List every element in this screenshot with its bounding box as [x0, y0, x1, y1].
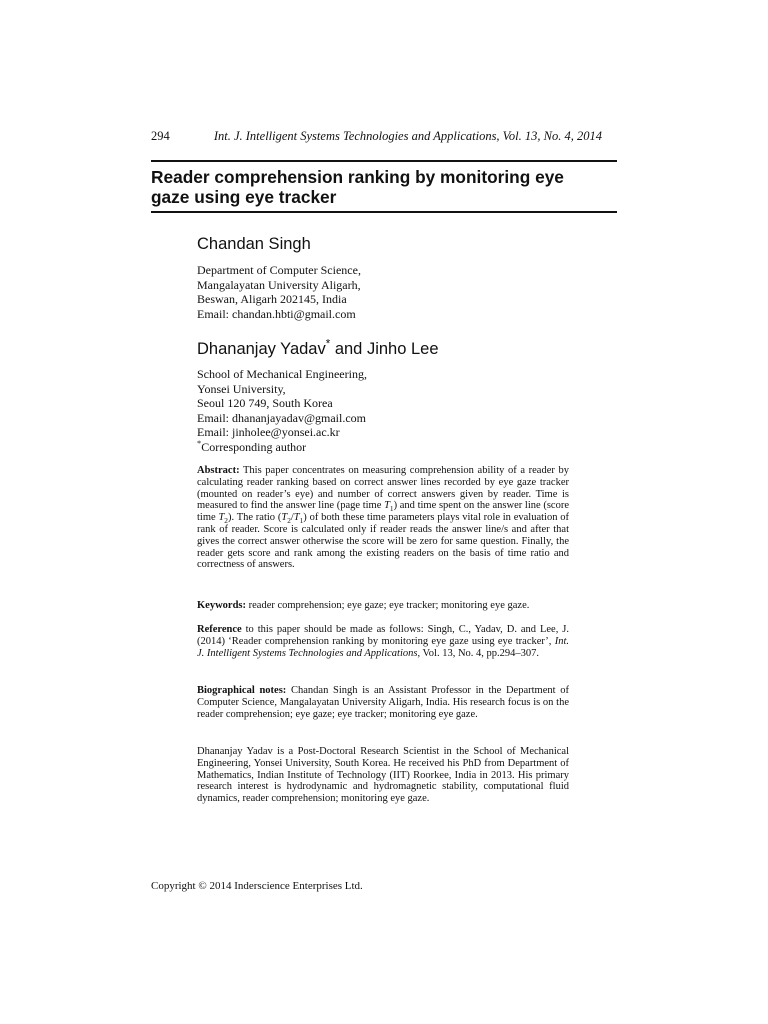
author-3-name: and Jinho Lee — [330, 340, 439, 358]
affiliation-line: Email: dhananjayadav@gmail.com — [197, 410, 366, 425]
biographical-notes — [197, 685, 569, 720]
subscript: 2 — [224, 516, 228, 526]
affiliation-line: Seoul 120 749, South Korea — [197, 396, 333, 410]
abstract-text: ). The ratio ( — [227, 512, 282, 524]
affiliation-line: Email: chandan.hbti@gmail.com — [197, 306, 356, 321]
reference-text: to this paper should be made as follows: Singh, C., Yadav, D. and Lee, J. (2014) ‘Reader comprehension ranking by monitoring eye gaze using eye tracker’, — [197, 624, 569, 647]
copyright: Copyright © 2014 Inderscience Enterprises Ltd. — [151, 880, 363, 892]
symbol-t: T — [384, 500, 390, 512]
reference — [197, 624, 569, 659]
affiliation-line: School of Mechanical Engineering, — [197, 367, 367, 381]
abstract-text: ) of both these time parameters plays vital role in evaluation of rank of reader. Score is calculated only if reader reads the answer line/s and after that gives the correct answer otherwise the score will be zero for same question. Finally, the reader gets score and rank among the existing readers on the basis of time ratio and correctness of answers. — [197, 512, 569, 571]
keywords — [197, 600, 569, 612]
corresponding-note — [197, 440, 367, 455]
author-2-affiliation — [197, 367, 367, 454]
affiliation-line: Mangalayatan University Aligarh, — [197, 277, 361, 292]
top-rule — [151, 160, 617, 162]
affiliation-line: Beswan, Aligarh 202145, India — [197, 292, 347, 306]
affiliation-line: Email: jinholee@yonsei.ac.kr — [197, 425, 340, 439]
biographical-notes-2: Dhananjay Yadav is a Post-Doctoral Research Scientist in the School of Mechanical Engineering, Yonsei University, South Korea. He received his PhD from Department of Mathematics, Indian Institute of Technology (IIT) Roorkee, India in 2013. His primary research interest is hydrodynamic and hydromagnetic stability, computational fluid dynamics, reader comprehension; monitoring eye gaze. — [197, 746, 569, 805]
paper-title — [151, 167, 617, 207]
author-2-names — [197, 340, 439, 359]
title-line-1: Reader comprehension ranking by monitoring eye — [151, 167, 564, 187]
reference-journal: Int. J. Intelligent Systems Technologies and Applications — [197, 635, 569, 659]
bio-text: Chandan Singh is an Assistant Professor in the Department of Computer Science, Mangalayatan University Aligarh, India. His research focus is on the reader comprehension; eye gaze; eye tracker; monitoring eye gaze. — [197, 685, 569, 720]
symbol-t: T — [281, 512, 288, 524]
symbol-t: T — [218, 512, 225, 524]
corresponding-note-text: Corresponding author — [201, 439, 307, 454]
corresponding-star: * — [325, 338, 331, 351]
symbol-t: T — [293, 512, 300, 524]
keywords-text: reader comprehension; eye gaze; eye tracker; monitoring eye gaze. — [246, 600, 530, 611]
subscript: 2 — [287, 516, 291, 526]
abstract — [197, 465, 569, 571]
subscript: 1 — [389, 504, 394, 514]
reference-label: Reference — [197, 624, 242, 635]
title-rule — [151, 211, 617, 213]
affiliation-line: Department of Computer Science, — [197, 263, 361, 277]
author-1-name: Chandan Singh — [197, 235, 311, 253]
journal-citation: Int. J. Intelligent Systems Technologies and Applications, Vol. 13, No. 4, 2014 — [213, 129, 602, 143]
bio-label: Biographical notes: — [197, 685, 287, 696]
reference-text: , Vol. 13, No. 4, pp.294–307. — [417, 647, 540, 659]
title-line-2: gaze using eye tracker — [151, 187, 337, 207]
author-2-name: Dhananjay Yadav — [197, 340, 326, 358]
abstract-label: Abstract: — [197, 465, 240, 476]
abstract-text: / — [290, 512, 294, 524]
author-1-affiliation — [197, 263, 361, 321]
abstract-text: ) and time spent on the answer line (score time — [197, 500, 569, 524]
corresponding-note-star: * — [197, 438, 202, 448]
subscript: 1 — [299, 516, 304, 526]
keywords-label: Keywords: — [197, 600, 246, 611]
abstract-text: This paper concentrates on measuring comprehension ability of a reader by calculating reader ranking based on correct answer lines recorded by eye gaze tracker (mounted on reader’s eye) and number of correct answers given by reader. Time is measured to find the answer line (page time — [197, 465, 569, 512]
running-header — [151, 129, 602, 144]
affiliation-line: Yonsei University, — [197, 381, 286, 396]
page-number: 294 — [151, 129, 170, 143]
